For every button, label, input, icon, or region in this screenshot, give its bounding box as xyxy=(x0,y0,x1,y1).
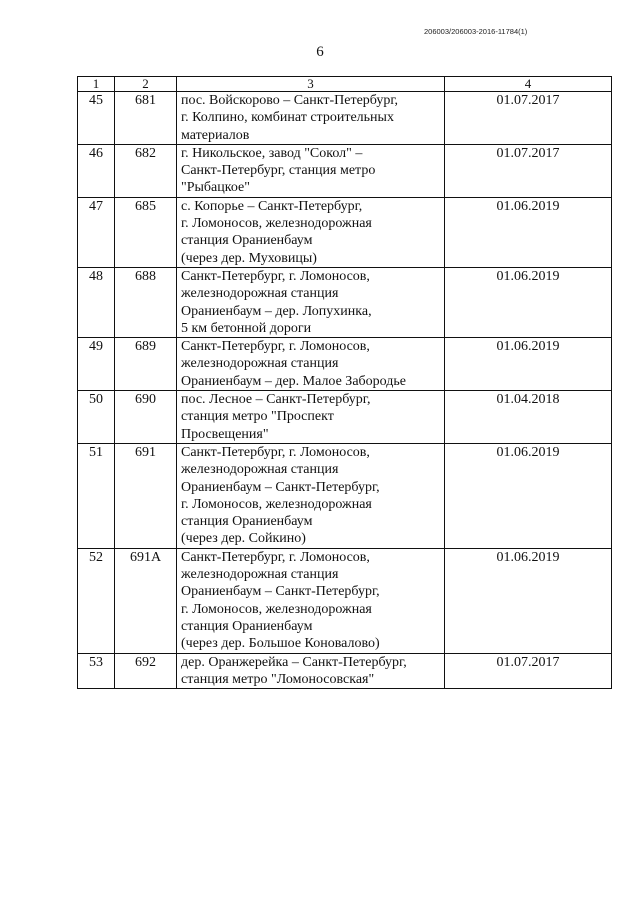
table-row xyxy=(78,391,612,444)
route-date: 01.07.2017 xyxy=(445,92,612,145)
page-number: 6 xyxy=(316,44,324,60)
route-description: дер. Оранжерейка – Санкт-Петербург, станция метро "Ломоносовская" xyxy=(177,653,445,689)
route-number: 692 xyxy=(115,653,177,689)
route-number: 685 xyxy=(115,197,177,267)
route-description: пос. Лесное – Санкт-Петербург, станция метро "Проспект Просвещения" xyxy=(177,391,445,444)
column-header-route: 2 xyxy=(115,77,177,92)
route-number: 682 xyxy=(115,144,177,197)
row-number: 48 xyxy=(78,267,115,337)
table-row xyxy=(78,197,612,267)
table-row xyxy=(78,548,612,653)
route-description: Санкт-Петербург, г. Ломоносов, железнодорожная станция Ораниенбаум – Санкт-Петербург, г. Ломоносов, железнодорожная станция Ораниенбаум (через дер. Большое Коновалово) xyxy=(177,548,445,653)
route-date: 01.07.2017 xyxy=(445,653,612,689)
row-number: 53 xyxy=(78,653,115,689)
document-id: 206003/206003-2016-11784(1) xyxy=(424,27,528,36)
route-description: Санкт-Петербург, г. Ломоносов, железнодорожная станция Ораниенбаум – Санкт-Петербург, г. Ломоносов, железнодорожная станция Ораниенбаум (через дер. Сойкино) xyxy=(177,443,445,548)
table-row xyxy=(78,443,612,548)
table-row xyxy=(78,338,612,391)
row-number: 47 xyxy=(78,197,115,267)
route-number: 691А xyxy=(115,548,177,653)
table-row xyxy=(78,267,612,337)
route-description: г. Никольское, завод "Сокол" – Санкт-Петербург, станция метро "Рыбацкое" xyxy=(177,144,445,197)
row-number: 50 xyxy=(78,391,115,444)
route-date: 01.06.2019 xyxy=(445,267,612,337)
row-number: 49 xyxy=(78,338,115,391)
table-row xyxy=(78,92,612,145)
route-date: 01.06.2019 xyxy=(445,338,612,391)
route-number: 689 xyxy=(115,338,177,391)
table-row xyxy=(78,144,612,197)
column-header-number: 1 xyxy=(78,77,115,92)
route-date: 01.06.2019 xyxy=(445,548,612,653)
route-date: 01.04.2018 xyxy=(445,391,612,444)
route-date: 01.07.2017 xyxy=(445,144,612,197)
table-row xyxy=(78,653,612,689)
route-description: Санкт-Петербург, г. Ломоносов, железнодорожная станция Ораниенбаум – дер. Лопухинка, 5 км бетонной дороги xyxy=(177,267,445,337)
route-description: пос. Войскорово – Санкт-Петербург, г. Колпино, комбинат строительных материалов xyxy=(177,92,445,145)
route-description: Санкт-Петербург, г. Ломоносов, железнодорожная станция Ораниенбаум – дер. Малое Забородье xyxy=(177,338,445,391)
row-number: 51 xyxy=(78,443,115,548)
row-number: 52 xyxy=(78,548,115,653)
row-number: 45 xyxy=(78,92,115,145)
route-description: с. Копорье – Санкт-Петербург, г. Ломоносов, железнодорожная станция Ораниенбаум (через дер. Муховицы) xyxy=(177,197,445,267)
route-date: 01.06.2019 xyxy=(445,197,612,267)
route-date: 01.06.2019 xyxy=(445,443,612,548)
route-number: 690 xyxy=(115,391,177,444)
row-number: 46 xyxy=(78,144,115,197)
column-header-description: 3 xyxy=(177,77,445,92)
table-header-row xyxy=(78,77,612,92)
route-number: 691 xyxy=(115,443,177,548)
column-header-date: 4 xyxy=(445,77,612,92)
route-number: 681 xyxy=(115,92,177,145)
route-number: 688 xyxy=(115,267,177,337)
routes-table xyxy=(77,76,612,689)
